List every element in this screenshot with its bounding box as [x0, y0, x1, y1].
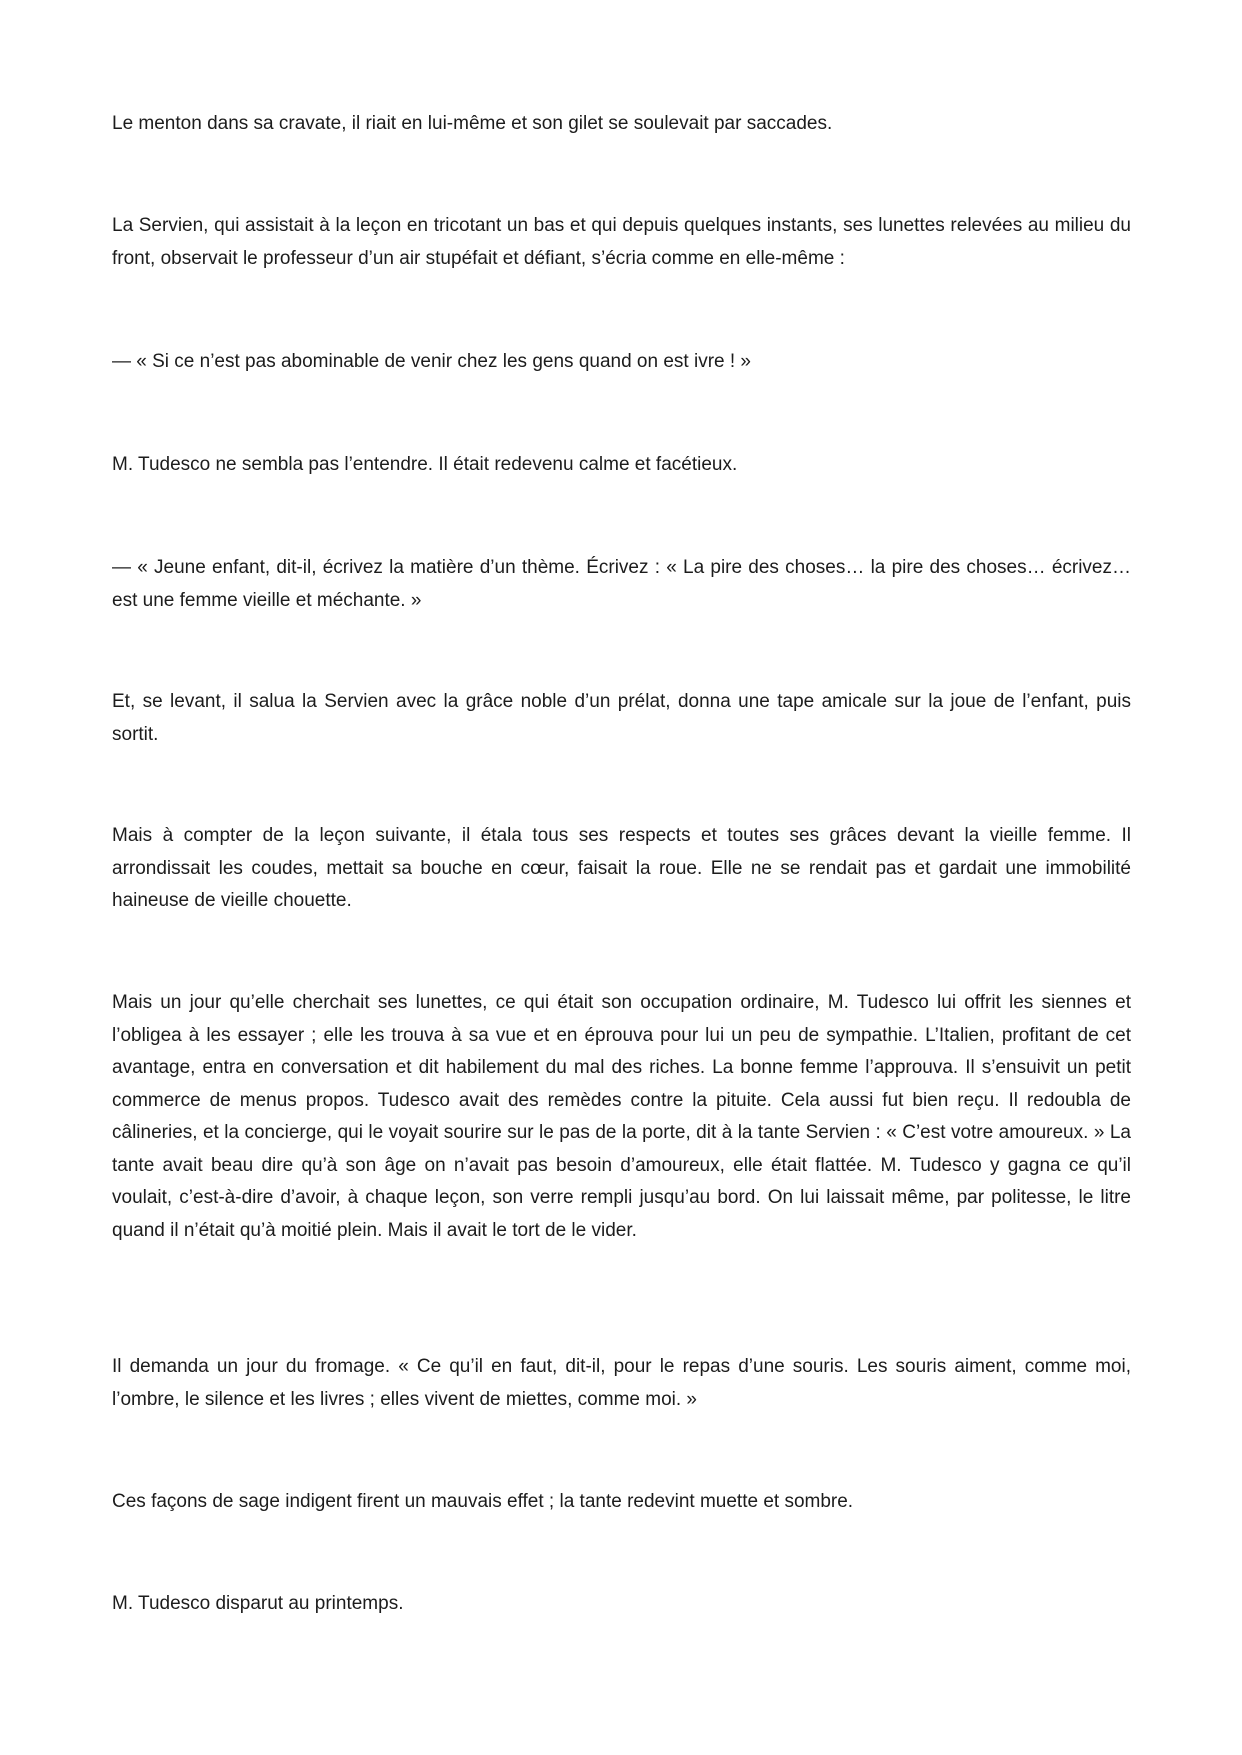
paragraph-4: M. Tudesco ne sembla pas l’entendre. Il était redevenu calme et facétieux.: [112, 454, 738, 475]
paragraph-3: — « Si ce n’est pas abominable de venir chez les gens quand on est ivre ! »: [112, 351, 751, 372]
paragraph-2: La Servien, qui assistait à la leçon en tricotant un bas et qui depuis quelques instants, ses lunettes relevées au milieu du front, observait le professeur d’un air stupéfait et défiant, s’écria comme en elle-même :: [112, 215, 1131, 269]
paragraph-6: Et, se levant, il salua la Servien avec la grâce noble d’un prélat, donna une tape amicale sur la joue de l’enfant, puis sortit.: [112, 691, 1131, 745]
paragraph-7: Mais à compter de la leçon suivante, il étala tous ses respects et toutes ses grâces devant la vieille femme. Il arrondissait les coudes, mettait sa bouche en cœur, faisait la roue. Elle ne se rendait pas et gardait une immobilité haineuse de vieille chouette.: [112, 825, 1131, 911]
paragraph-10: Ces façons de sage indigent firent un mauvais effet ; la tante redevint muette et sombre.: [112, 1491, 854, 1512]
paragraph-11: M. Tudesco disparut au printemps.: [112, 1593, 404, 1614]
paragraph-9: Il demanda un jour du fromage. « Ce qu’il en faut, dit-il, pour le repas d’une souris. Les souris aiment, comme moi, l’ombre, le silence et les livres ; elles vivent de miettes, comme moi. »: [112, 1356, 1131, 1410]
paragraph-5: — « Jeune enfant, dit-il, écrivez la matière d’un thème. Écrivez : « La pire des choses… la pire des choses… écrivez… est une femme vieille et méchante. »: [112, 557, 1131, 611]
paragraph-1: Le menton dans sa cravate, il riait en lui-même et son gilet se soulevait par saccades.: [112, 113, 833, 134]
paragraph-8: Mais un jour qu’elle cherchait ses lunettes, ce qui était son occupation ordinaire, M. Tudesco lui offrit les siennes et l’obligea à les essayer ; elle les trouva à sa vue et en éprouva pour lui un peu de sympathie. L’Italien, profitant de cet avantage, entra en conversation et dit habilement du mal des riches. La bonne femme l’approuva. Il s’ensuivit un petit commerce de menus propos. Tudesco avait des remèdes contre la pituite. Cela aussi fut bien reçu. Il redoubla de câlineries, et la concierge, qui le voyait sourire sur le pas de la porte, dit à la tante Servien : « C’est votre amoureux. » La tante avait beau dire qu’à son âge on n’avait pas besoin d’amoureux, elle était flattée. M. Tudesco y gagna ce qu’il voulait, c’est-à-dire d’avoir, à chaque leçon, son verre rempli jusqu’au bord. On lui laissait même, par politesse, le litre quand il n’était qu’à moitié plein. Mais il avait le tort de le vider.: [112, 992, 1131, 1241]
